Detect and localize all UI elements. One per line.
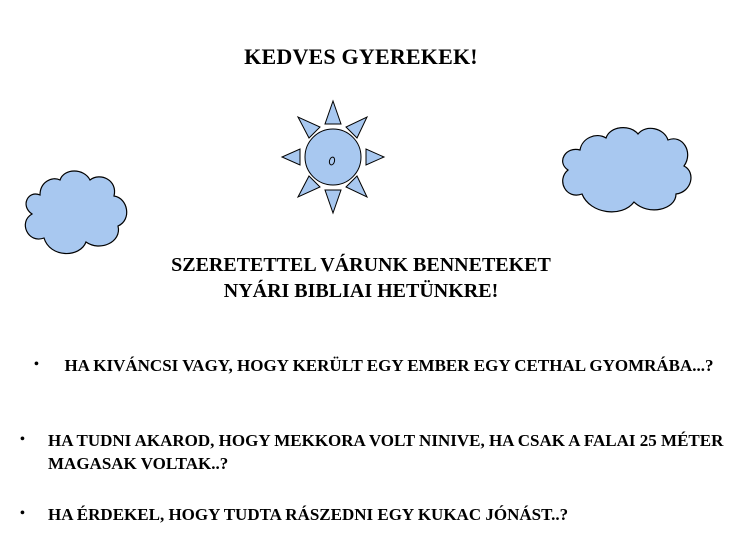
cloud-icon-right [563,128,691,212]
page-title: KEDVES GYEREKEK! [244,44,478,69]
sun-icon [282,101,384,213]
list-item: HA TUDNI AKAROD, HOGY MEKKORA VOLT NINIVE, HA CSAK A FALAI 25 MÉTER MAGASAK VOLTAK..? [48,431,724,473]
bullet-marker: • [20,506,25,521]
invitation-line-2: NYÁRI BIBLIAI HETÜNKRE! [223,280,499,302]
bullet-marker: • [20,432,25,447]
bullet-marker: • [34,357,39,372]
invitation-text [0,252,722,304]
cloud-icon-left [25,171,126,254]
list-item: HA ÉRDEKEL, HOGY TUDTA RÁSZEDNI EGY KUKAC JÓNÁST..? [48,505,569,524]
list-item: HA KIVÁNCSI VAGY, HOGY KERÜLT EGY EMBER EGY CETHAL GYOMRÁBA...? [64,356,714,375]
invitation-line-1: SZERETETTEL VÁRUNK BENNETEKET [171,254,551,276]
